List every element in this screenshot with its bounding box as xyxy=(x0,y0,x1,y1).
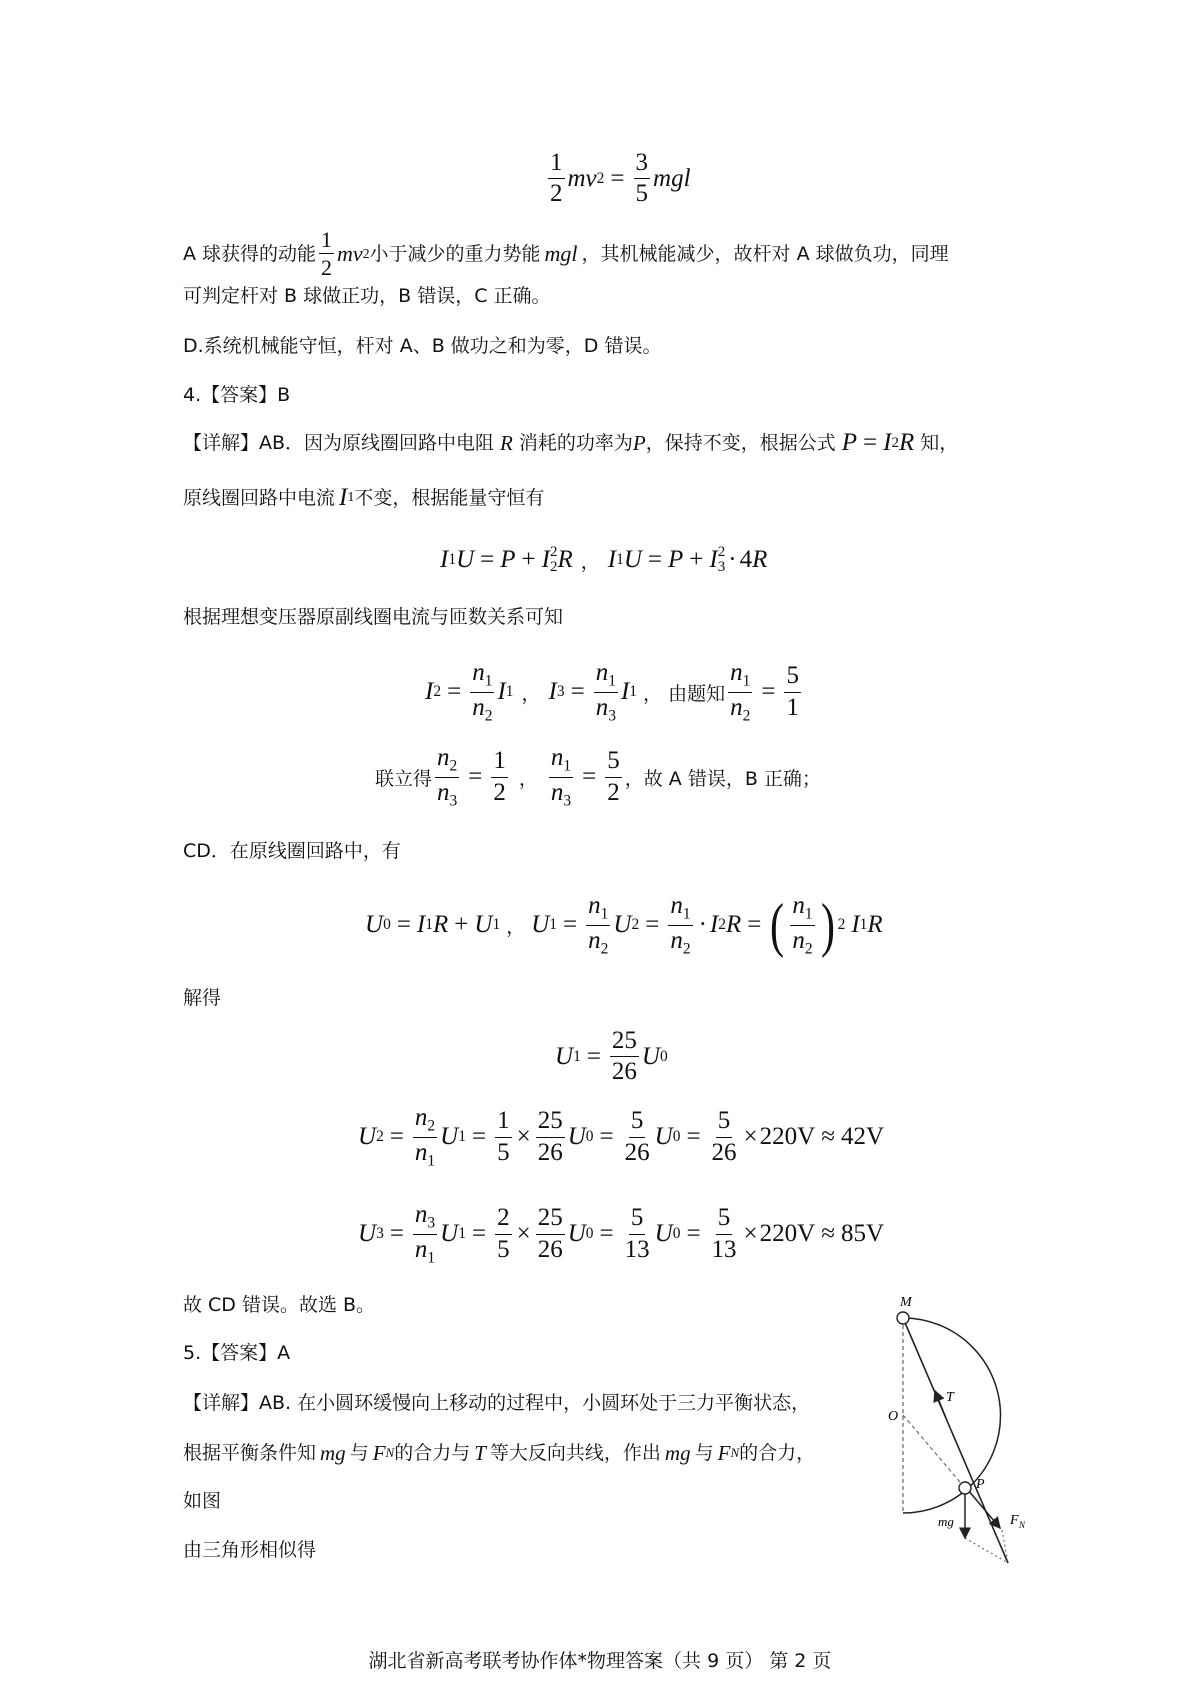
equation-turns-ratio: 联立得 $\frac{n_2}{n_3}$ = $\frac{1}{2}$ ， $\frac{n_1}{n_3}$ = $\frac{5}{2}$ ，故 A 错误，B 正确； xyxy=(375,744,821,810)
paragraph-line: 【详解】AB. 在小圆环缓慢向上移动的过程中，小圆环处于三力平衡状态， xyxy=(183,1392,811,1414)
paragraph-line: 【详解】AB．因为原线圈回路中电阻 R 消耗的功率为 P ，保持不变，根据公式 P = I 2 R 知， xyxy=(183,429,959,456)
equation-u1: U 1 = $\frac{25}{26}$ U 0 xyxy=(555,1027,668,1086)
label-p: P xyxy=(976,1477,985,1492)
paragraph-line: A 球获得的动能 $\frac{1}{2}$ mv 2 小于减少的重力势能 mgl ，其机械能减少，故杆对 A 球做负功，同理 xyxy=(183,227,949,281)
tension-arrow xyxy=(935,1391,946,1418)
paragraph-line: 如图 xyxy=(183,1490,222,1512)
paragraph-line: CD．在原线圈回路中，有 xyxy=(183,840,401,862)
semicircle-track xyxy=(903,1318,1001,1513)
label-mg: mg xyxy=(938,1514,954,1529)
page-footer: 湖北省新高考联考协作体*物理答案（共 9 页） 第 2 页 xyxy=(368,1650,832,1672)
paragraph-line: 可判定杆对 B 球做正功，B 错误，C 正确。 xyxy=(183,285,551,307)
paragraph-line: 解得 xyxy=(183,987,222,1009)
paragraph-line: D.系统机械能守恒，杆对 A、B 做功之和为零，D 错误。 xyxy=(183,335,662,357)
equation-u3: U 3 = $\frac{n_3}{n_1}$ U 1 = $\frac{2}{5}$ × $\frac{25}{26}$ U 0 = $\frac{5}{13}$ U 0 = $\frac{5}{13}$ × 220V ≈ 85V xyxy=(358,1201,885,1267)
label-o: O xyxy=(888,1409,899,1424)
equation-u2: U 2 = $\frac{n_2}{n_1}$ U 1 = $\frac{1}{5}$ × $\frac{25}{26}$ U 0 = $\frac{5}{26}$ U 0 = $\frac{5}{26}$ × 220V ≈ 42V xyxy=(358,1104,885,1170)
answer-heading: 4.【答案】B xyxy=(183,384,291,406)
label-fn-sub: N xyxy=(1019,1520,1026,1530)
equation-kinetic-energy: $\frac{1}{2}$ mv 2 = $\frac{3}{5}$ mgl xyxy=(550,149,691,208)
paragraph-line: 根据理想变压器原副线圈电流与匝数关系可知 xyxy=(183,606,564,628)
normal-force-arrow xyxy=(968,1490,1000,1528)
paragraph-line: 由三角形相似得 xyxy=(183,1539,317,1561)
paragraph-line: 根据平衡条件知 mg 与 F N 的合力与 T 等大反向共线，作出 mg 与 F N 的合力， xyxy=(183,1441,816,1465)
paragraph-line: 原线圈回路中电流 I 1 不变，根据能量守恒有 xyxy=(183,484,545,511)
label-m: M xyxy=(900,1295,912,1310)
answer-heading: 5.【答案】A xyxy=(183,1342,291,1364)
equation-current-ratio: I 2 = $\frac{n_1}{n_2}$ I 1 ， I 3 = $\frac{n_1}{n_3}$ I 1 ， 由题知 $\frac{n_1}{n_2}$ = $\frac{5}{1}$ xyxy=(425,659,799,725)
label-t: T xyxy=(946,1390,954,1405)
equation-primary-circuit: U 0 = I 1 R + U 1 ， U 1 = $\frac{n_1}{n_2}$ U 2 = $\frac{n_1}{n_2}$ · I 2 R = ( $\frac{n_1}{n_2}$ ) 2 I 1 R xyxy=(365,892,883,959)
equation-energy-conservation: I 1 U = P + I 2 2 R ， I 1 U = P + I 2 3 · 4 R xyxy=(440,544,768,575)
label-fn: F xyxy=(1010,1513,1019,1528)
force-diagram xyxy=(880,1288,1040,1568)
pivot-m xyxy=(897,1312,909,1324)
ring-p xyxy=(959,1482,971,1494)
paragraph-line: 故 CD 错误。故选 B。 xyxy=(183,1294,376,1316)
rope-line xyxy=(903,1318,1008,1563)
